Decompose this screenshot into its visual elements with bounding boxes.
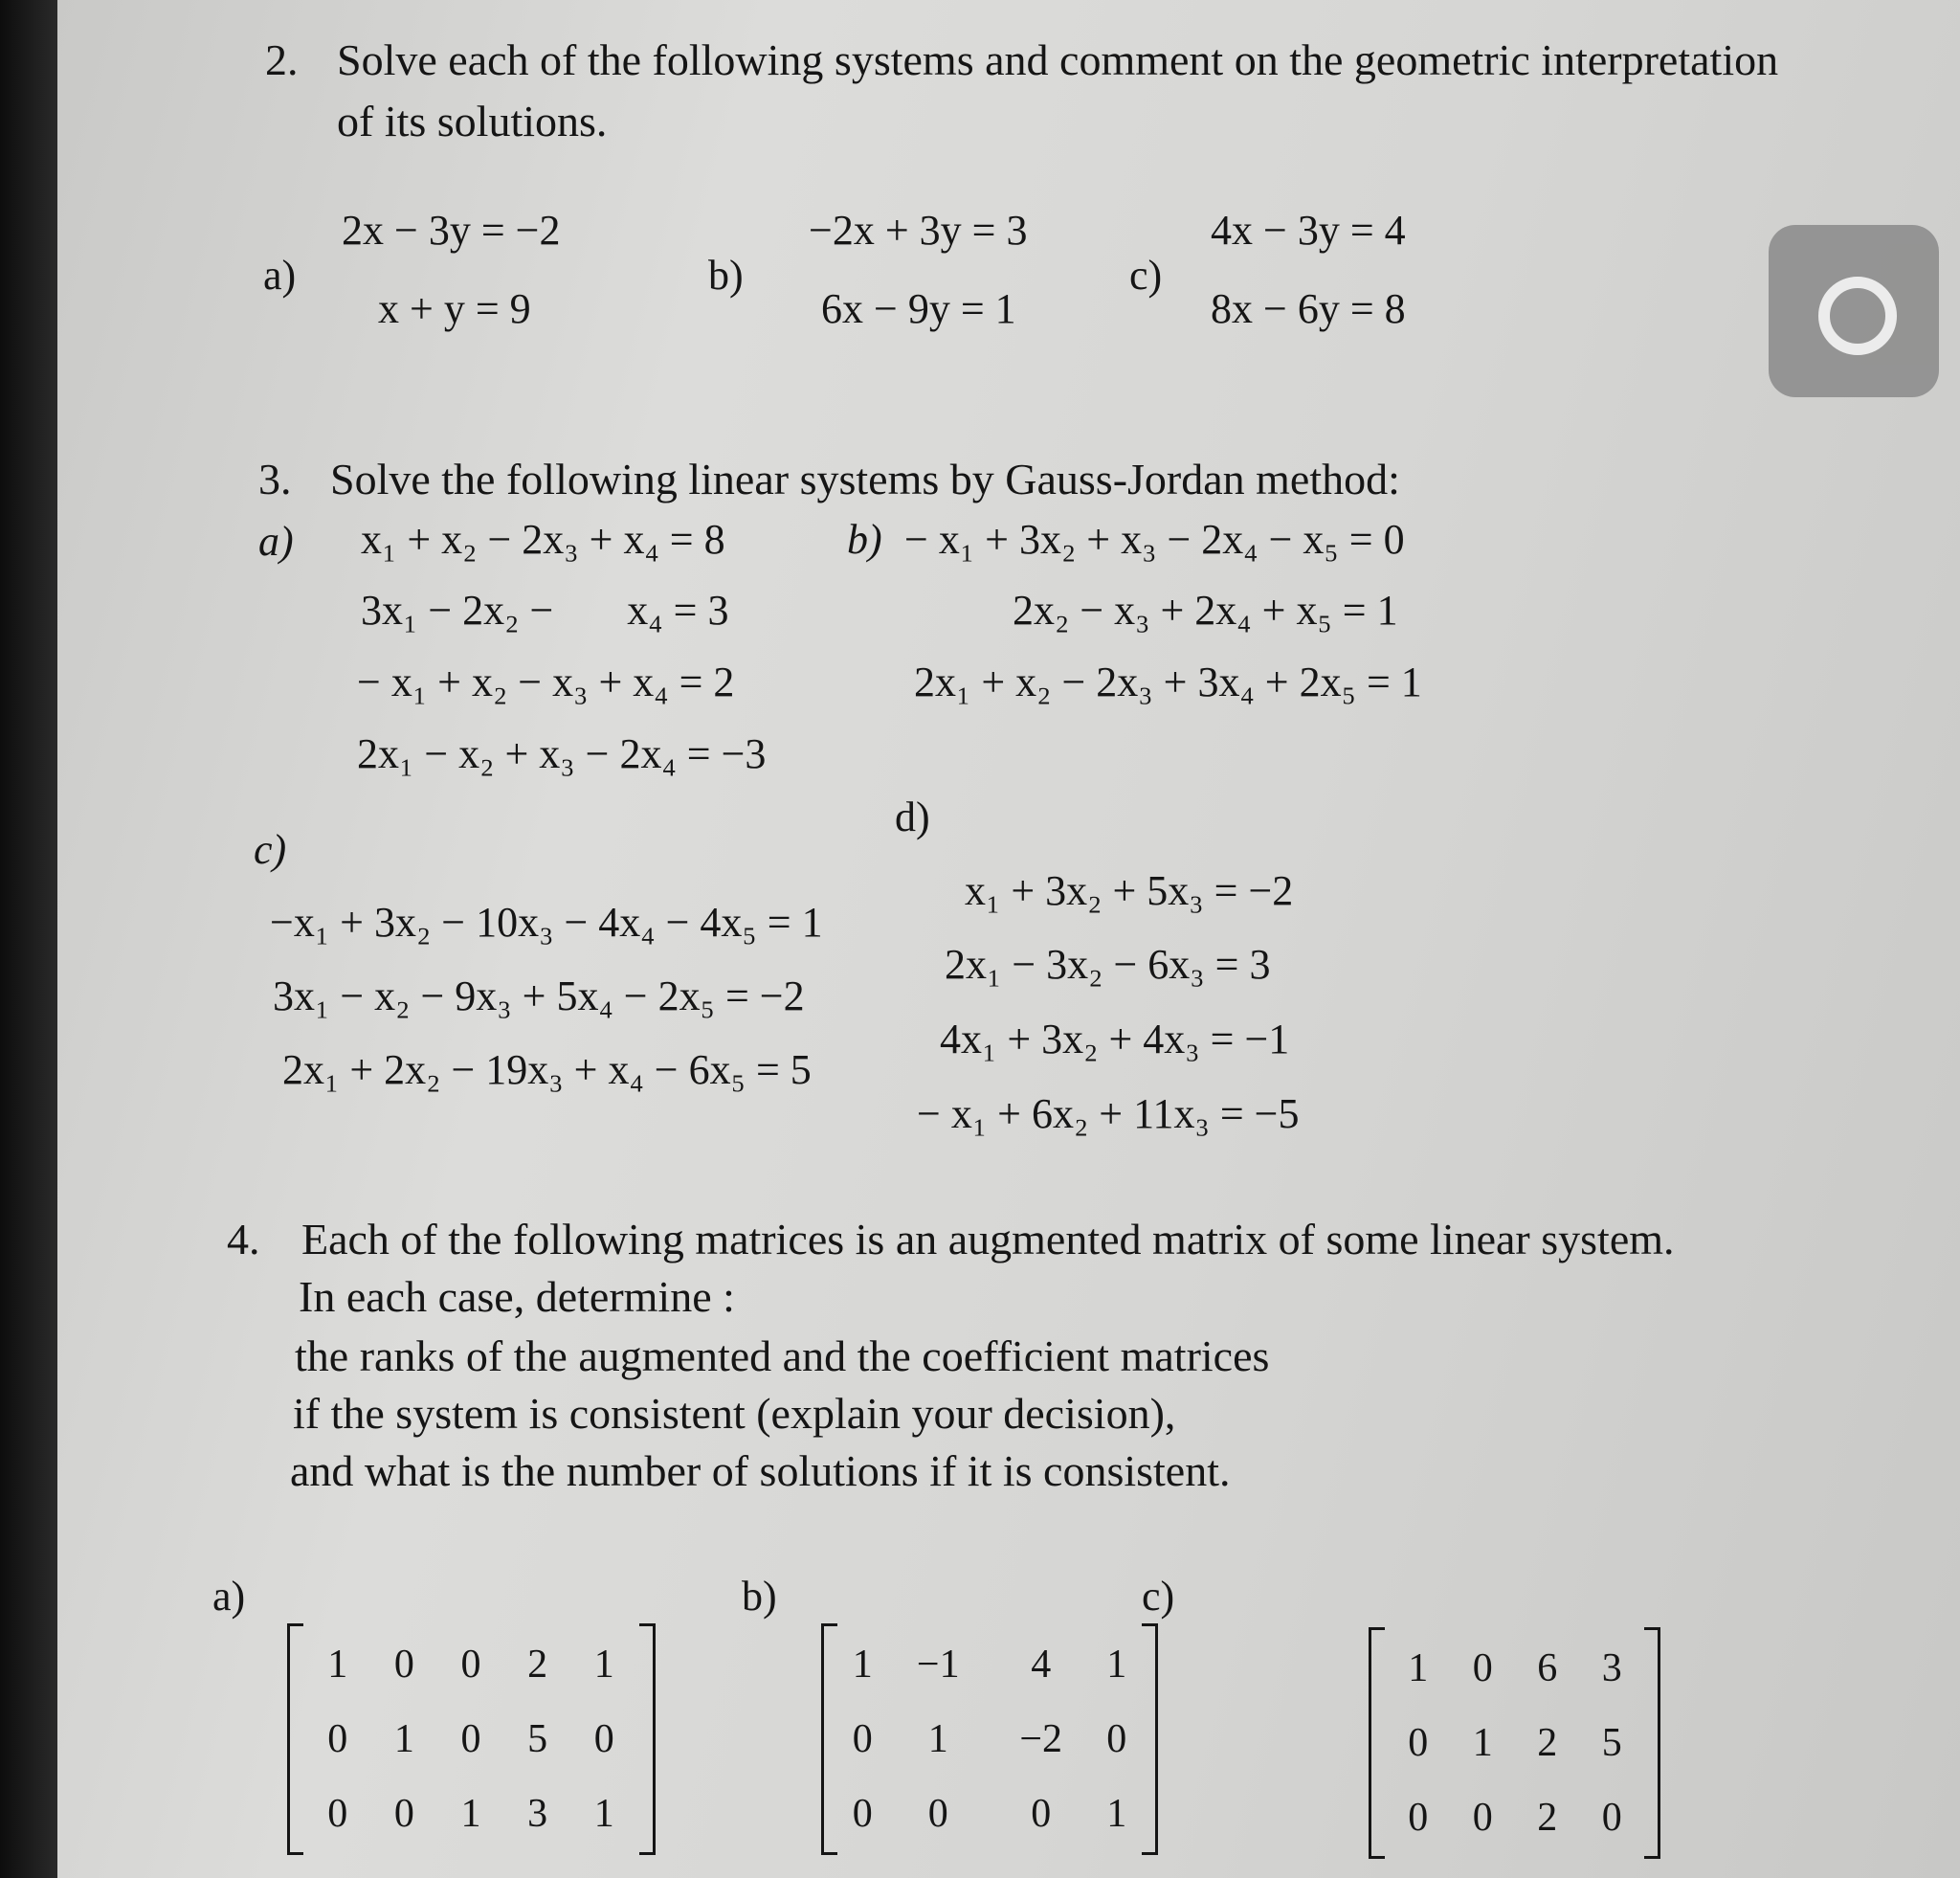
q3-a-eq3: − x₁ + x₂ − x₃ + x₄ = 2 [357,659,735,705]
q3-a-eq1: x₁ + x₂ − 2x₃ + x₄ = 8 [361,516,725,563]
matrix-cell: 1 [460,1792,481,1836]
q2-a-eq1: 2x − 3y = −2 [342,207,561,254]
record-toggle-icon [1818,277,1897,355]
matrix-cell: 0 [927,1792,948,1836]
q3-c-eq1: −x₁ + 3x₂ − 10x₃ − 4x₄ − 4x₅ = 1 [270,899,823,946]
matrix-cell: 0 [1472,1646,1493,1690]
q2-c-label: c) [1129,252,1163,299]
matrix-row [1386,1631,1644,1706]
matrix-cell: 4 [1031,1643,1052,1687]
q3-d-eq4: − x₁ + 6x₂ + 11x₃ = −5 [917,1090,1300,1137]
matrix-cell: 0 [852,1792,873,1836]
matrix-cell: 2 [1537,1796,1558,1840]
q3-d-label: d) [895,794,930,840]
matrix-cell: 1 [927,1717,948,1761]
matrix-cell: 0 [1031,1792,1052,1836]
matrix-cell: 5 [527,1717,548,1761]
matrix-cell: 3 [527,1792,548,1836]
q3-c-eq3: 2x₁ + 2x₂ − 19x₃ + x₄ − 6x₅ = 5 [282,1046,812,1093]
q4-b-label: b) [742,1573,777,1620]
q3-a-label: a) [258,518,294,565]
q2-b-eq1: −2x + 3y = 3 [809,207,1028,254]
q2-a-eq2: x + y = 9 [378,285,531,332]
matrix-cell: 1 [852,1643,873,1687]
matrix-cell: 2 [527,1643,548,1687]
record-toggle-button[interactable] [1769,225,1939,397]
matrix-cell: 3 [1601,1646,1622,1690]
matrix-row [838,1627,1141,1702]
matrix-cell: 1 [593,1792,614,1836]
q2-line2: of its solutions. [337,97,608,145]
matrix-cell: 0 [460,1643,481,1687]
bracket-right [1142,1623,1158,1855]
q2-number: 2. [265,35,299,84]
q3-number: 3. [258,455,292,503]
matrix-cell: 1 [1472,1721,1493,1765]
matrix-cell: 0 [1408,1796,1429,1840]
bracket-right [1644,1627,1660,1859]
matrix-cell: 1 [393,1717,414,1761]
matrix-row [1386,1706,1644,1780]
matrix-row [304,1702,637,1777]
q2-line1: Solve each of the following systems and comment on the geometric interpretation [337,35,1779,84]
q2-a-label: a) [263,252,297,299]
matrix-cell: 1 [1106,1643,1127,1687]
matrix-b [821,1623,1158,1855]
bracket-left [821,1623,837,1855]
q4-c-label: c) [1142,1573,1175,1620]
q3-b-eq3: 2x₁ + x₂ − 2x₃ + 3x₄ + 2x₅ = 1 [914,659,1422,705]
q4-line3: the ranks of the augmented and the coefficient matrices [295,1331,1270,1380]
matrix-cell: 1 [593,1643,614,1687]
q2-b-label: b) [708,252,744,299]
matrix-cell: 0 [393,1643,414,1687]
matrix-row [838,1702,1141,1777]
q4-a-label: a) [212,1573,246,1620]
q3-a-eq2: 3x₁ − 2x₂ − x₄ = 3 [361,587,729,634]
matrix-c [1369,1627,1660,1859]
matrix-cell: 0 [1106,1717,1127,1761]
matrix-cell: 0 [327,1792,348,1836]
q4-line2: In each case, determine : [299,1272,735,1321]
matrix-a [287,1623,656,1855]
matrix-cell: 0 [393,1792,414,1836]
q4-line5: and what is the number of solutions if it is consistent. [290,1446,1231,1495]
matrix-row [304,1777,637,1851]
q2-b-eq2: 6x − 9y = 1 [821,285,1016,332]
matrix-cell: 5 [1601,1721,1622,1765]
matrix-cell: 1 [1408,1646,1429,1690]
matrix-cell: 0 [1472,1796,1493,1840]
q4-line1: Each of the following matrices is an augmented matrix of some linear system. [301,1215,1675,1263]
matrix-cell: −1 [916,1643,960,1687]
q3-title: Solve the following linear systems by Gauss-Jordan method: [330,455,1400,503]
q3-d-eq1: x₁ + 3x₂ + 5x₃ = −2 [965,867,1294,914]
matrix-cell: 0 [327,1717,348,1761]
q3-c-eq2: 3x₁ − x₂ − 9x₃ + 5x₄ − 2x₅ = −2 [273,973,805,1019]
matrix-row [838,1777,1141,1851]
q3-b-label: b) [847,516,882,563]
matrix-row [304,1627,637,1702]
q3-d-eq2: 2x₁ − 3x₂ − 6x₃ = 3 [945,941,1271,988]
matrix-cell: 1 [327,1643,348,1687]
q3-b-eq2: 2x₂ − x₃ + 2x₄ + x₅ = 1 [1013,587,1398,634]
matrix-row [1386,1780,1644,1855]
bracket-right [639,1623,656,1855]
q4-line4: if the system is consistent (explain your decision), [293,1389,1176,1438]
matrix-cell: −2 [1019,1717,1063,1761]
q3-a-eq4: 2x₁ − x₂ + x₃ − 2x₄ = −3 [357,730,767,777]
q4-number: 4. [227,1215,260,1263]
bracket-left [287,1623,303,1855]
matrix-cell: 1 [1106,1792,1127,1836]
bracket-left [1369,1627,1385,1859]
matrix-cell: 6 [1537,1646,1558,1690]
q3-c-label: c) [254,826,287,873]
q2-c-eq1: 4x − 3y = 4 [1211,207,1406,254]
q3-d-eq3: 4x₁ + 3x₂ + 4x₃ = −1 [940,1016,1290,1062]
q2-c-eq2: 8x − 6y = 8 [1211,285,1406,332]
left-shadow [0,0,57,1878]
matrix-cell: 0 [1408,1721,1429,1765]
matrix-cell: 0 [852,1717,873,1761]
matrix-cell: 0 [460,1717,481,1761]
matrix-cell: 2 [1537,1721,1558,1765]
q3-b-eq1: − x₁ + 3x₂ + x₃ − 2x₄ − x₅ = 0 [904,516,1405,563]
matrix-cell: 0 [593,1717,614,1761]
matrix-cell: 0 [1601,1796,1622,1840]
